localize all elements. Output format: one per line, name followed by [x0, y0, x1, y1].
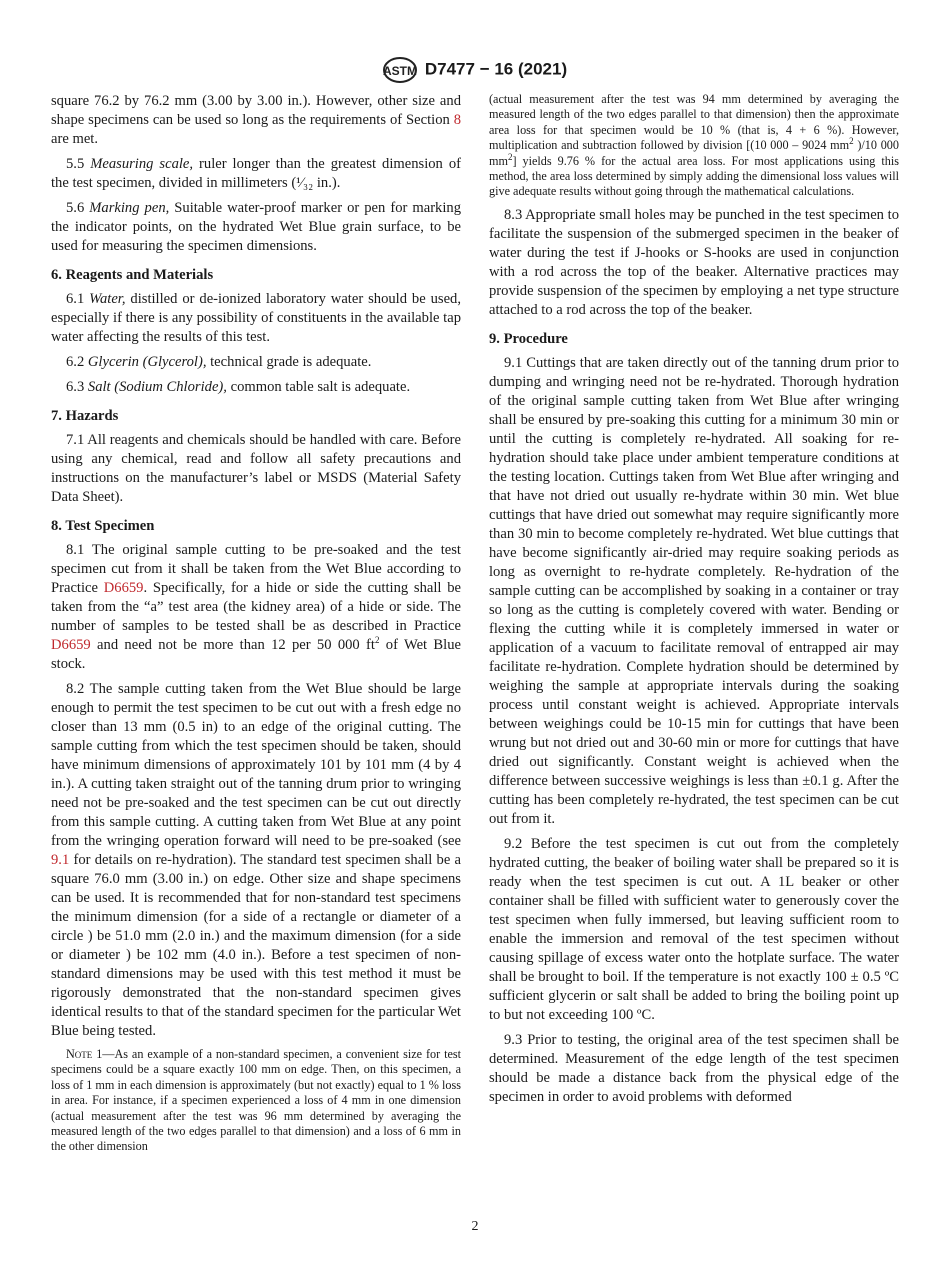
paragraph-6-2: 6.2 Glycerin (Glycerol), technical grade is adequate. — [66, 354, 372, 370]
paragraph-5-6: 5.6 Marking pen, Suitable water-proof marker or pen for marking the indicator points, on the hydrated Wet Blue grain surface, to be used for measuring the specimen dimensions. — [51, 200, 461, 254]
note-1: Note 1—As an example of a non-standard specimen, a convenient size for test specimens could be a square exactly 100 mm on edge. Then, on this specimen, a loss of 1 mm in each dimension is approximately (but not exactly) equal to 1 % loss in area. For instance, if a specimen experienced a loss of 4 mm in one dimension (actual measurement after the test was 96 mm determined by averaging the measured length of the two edges parallel to that dimension) and a loss of 6 mm in the other dimension — [51, 1047, 461, 1154]
section-heading-6: 6. Reagents and Materials — [51, 267, 214, 283]
page-number: 2 — [471, 1219, 479, 1234]
right-column — [489, 92, 899, 1113]
section-heading-8: 8. Test Specimen — [51, 518, 155, 534]
section-heading-9: 9. Procedure — [489, 330, 568, 347]
paragraph-8-2: 8.2 The sample cutting taken from the Wet Blue should be large enough to permit the test specimen to be cut out with a fresh edge no closer than 13 mm (0.5 in) to an edge of the original cutting. The sample cutting from which the test specimen should be taken, should have minimum dimensions of approximately 101 by 101 mm (4 by 4 in.). A cutting taken straight out of the tanning drum prior to wringing need not be pre-soaked and the test specimen can be cut out directly from this sample cutting. A cutting taken from Wet Blue at any point from the wringing operation forward will need to be pre-soaked (see 9.1 for details on re-hydration). The standard test specimen shall be a square 76.0 mm (3.00 in.) on edge. Other size and shape specimens can be used. It is recommended that for non-standard test specimens the minimum dimension (for a side of a rectangle or diameter of a circle ) be 51.0 mm (2.0 in.) and the maximum dimension (for a side or diameter ) be 102 mm (4.0 in.). Before a test specimen of non-standard dimensions may be used with this test method it must be rigorously demonstrated that the non-standard specimen gives identical results to that of the standard specimen for the particular Wet Blue being tested. — [51, 681, 461, 1039]
left-column — [51, 92, 461, 1161]
paragraph-8-1: 8.1 The original sample cutting to be pre-soaked and the test specimen cut from it shall be taken from the Wet Blue according to Practice D6659. Specifically, for a hide or side the cutting shall be taken from the “a” test area (the kidney area) of a hide or side. The number of samples to be tested shall be as described in Practice D6659 and need not be more than 12 per 50 000 $ft^2$ of Wet Blue stock. — [51, 542, 461, 672]
paragraph-5-4-cont: square 76.2 by 76.2 mm (3.00 by 3.00 in.). However, other size and shape specimens can be used so long as the requirements of Section 8 are met. — [51, 93, 461, 147]
d6659-link[interactable]: D6659 — [51, 637, 91, 653]
paragraph-7-1: 7.1 All reagents and chemicals should be handled with care. Before using any chemical, read and follow all safety precautions and instructions on the manufacturer’s label or MSDS (Material Safety Data Sheet). — [51, 432, 461, 505]
paragraph-9-2: 9.2 Before the test specimen is cut out from the completely hydrated cutting, the beaker of boiling water shall be prepared so it is ready when the test specimen is cut out. A 1L beaker or other container shall be filled with sufficient water to generously cover the test specimen when fully immersed, but leaving sufficient room to enable the immersion and removal of the test specimen without causing spillage of excess water onto the hotplate surface. The water shall be brought to boil. If the temperature is not exactly 100 ± 0.5 ºC sufficient glycerin or salt shall be added to bring the boiling point up to but not exceeding 100 ºC. — [489, 835, 899, 1023]
paragraph-6-1: 6.1 Water, distilled or de-ionized laboratory water should be used, especially if there is any possibility of constituents in the available tap water affecting the results of this test. — [51, 291, 462, 345]
note-1-cont: (actual measurement after the test was 94 mm determined by averaging the measured length of the two edges parallel to that dimension) then the approximate area loss for that specimen would be 10 % (that is, 4 + 6 %). However, multiplication and subtraction followed by division [(10 000 – 9024 $mm^2$ )/10 000 $mm^2$] yields 9.76 % for the actual area loss. For most applications using this method, the area loss determined by simply adding the dimensional loss values will give adequate results without going through the mathematical calculations. — [489, 92, 899, 199]
section-link[interactable]: 8 — [453, 112, 461, 128]
astm-logo — [383, 56, 417, 84]
paragraph-6-3: 6.3 Salt (Sodium Chloride), common table salt is adequate. — [66, 379, 411, 395]
svg-text:ASTM: ASTM — [382, 64, 417, 78]
paragraph-9-1: 9.1 Cuttings that are taken directly out of the tanning drum prior to dumping and wringing need not be re-hydrated. Thorough hydration of the original sample cutting taken from Wet Blue after wringing shall be ensured by pre-soaking this cutting for a minimum 30 min or until the cutting is completely re-hydrated. All soaking for re-hydration should take place under ambient temperature conditions at the testing location. Cuttings taken from Wet Blue after wringing and that have not dried out usually re-hydrate within 30 min. Wet blue cuttings that have dried out somewhat may require significantly more than 30 min to become completely re-hydrated. Wet blue cuttings that have become significantly air-dried may require soaking periods as long as overnight to re-hydrate completely. Re-hydration of the sample cutting can be accomplished by soaking in a container or tray so long as the cutting is completely covered with water. Bending or flexing the cutting while it is completely immersed in water or application of a vacuum to facilitate removal of entrapped air may facilitate re-hydration. Complete hydration should be determined by weighing the sample at appropriate intervals during the soaking process until constant weight is achieved. Appropriate intervals between weighings could be 10-15 min for cuttings that have been wrung but not dried out and 30-60 min or more for cuttings that have dried out significantly. Constant weight is achieved when the difference between successive weighings is less than ±0.1 g. After the cutting has been completely re-hydrated, the test specimen can be cut out from it. — [489, 354, 899, 827]
section-9-1-link[interactable]: 9.1 — [51, 852, 70, 868]
page-header — [0, 56, 950, 84]
paragraph-5-5: 5.5 Measuring scale, ruler longer than the greatest dimension of the test specimen, divided in millimeters (¹⁄₃₂ in.). — [51, 156, 461, 191]
d6659-link[interactable]: D6659 — [103, 580, 144, 596]
paragraph-9-3: 9.3 Prior to testing, the original area of the test specimen shall be determined. Measurement of the edge length of the test specimen should be made a distance back from the physical edge of the specimen in order to avoid problems with deformed — [489, 1031, 899, 1105]
document-designation: D7477 − 16 (2021) — [424, 59, 568, 79]
paragraph-8-3: 8.3 Appropriate small holes may be punched in the test specimen to facilitate the suspension of the submerged specimen in the beaker of water during the test if J-hooks or S-hooks are used in conjunction with a rod across the top of the beaker. Alternative practices may provide suspension of the specimen by employing a net type structure attached to a rod across the top of the beaker. — [489, 206, 899, 318]
section-heading-7: 7. Hazards — [51, 408, 119, 424]
